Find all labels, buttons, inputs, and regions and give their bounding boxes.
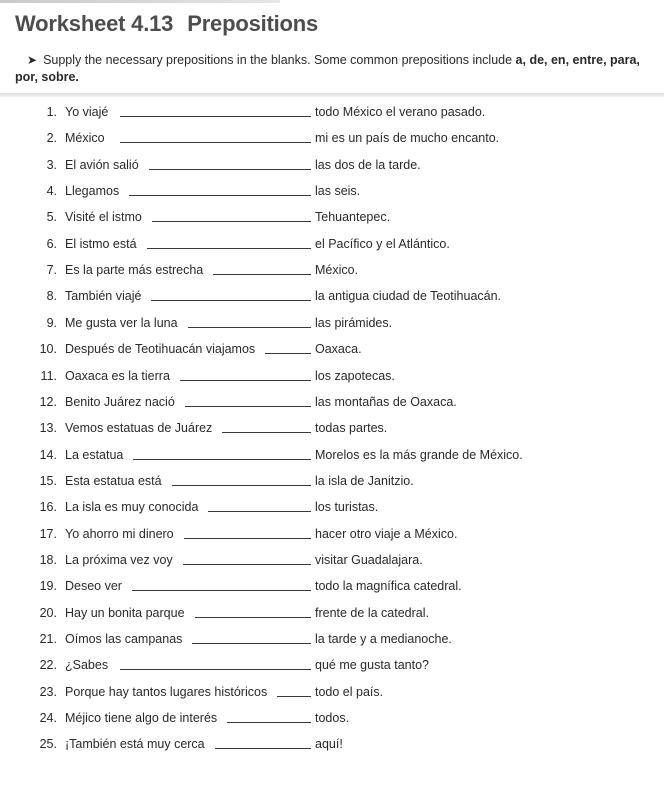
item-number: 4.	[46, 184, 57, 199]
answer-blank[interactable]	[215, 748, 311, 749]
item-number: 8.	[46, 289, 57, 304]
answer-blank[interactable]	[192, 643, 311, 644]
item-text-after: visitar Guadalajara.	[315, 552, 423, 567]
item-number: 11.	[40, 368, 57, 383]
item-text-before: Llegamos	[65, 184, 120, 199]
item-number: 3.	[46, 157, 57, 172]
worksheet-title	[15, 11, 318, 37]
item-number: 18.	[39, 552, 57, 567]
item-text-after: el Pacífico y el Atlántico.	[315, 236, 450, 251]
item-text-before: Visité el istmo	[65, 210, 142, 225]
item-text-after: todo México el verano pasado.	[315, 105, 486, 119]
answer-blank[interactable]	[129, 195, 311, 196]
exercise-item	[0, 576, 664, 596]
exercise-item	[0, 128, 664, 148]
answer-blank[interactable]	[265, 353, 311, 354]
answer-blank[interactable]	[208, 511, 311, 512]
answer-blank[interactable]	[184, 538, 311, 539]
item-text-after: aquí!	[315, 737, 343, 752]
answer-blank[interactable]	[132, 590, 311, 591]
item-number: 6.	[46, 236, 57, 251]
exercise-item	[0, 524, 664, 544]
answer-blank[interactable]	[195, 617, 311, 618]
exercise-item	[0, 207, 664, 227]
answer-blank[interactable]	[120, 142, 311, 143]
item-number: 17.	[39, 526, 57, 541]
answer-blank[interactable]	[213, 274, 311, 275]
item-text-after: las montañas de Oaxaca.	[315, 394, 457, 409]
item-text-after: las dos de la tarde.	[315, 157, 421, 172]
item-number: 14.	[39, 447, 57, 462]
exercise-item	[0, 366, 664, 386]
exercise-item	[0, 734, 664, 754]
item-number: 16.	[39, 500, 57, 515]
exercise-item	[0, 102, 664, 122]
item-number: 22.	[39, 658, 57, 673]
answer-blank[interactable]	[172, 485, 311, 486]
exercise-item	[0, 603, 664, 623]
item-number: 13.	[39, 421, 57, 436]
answer-blank[interactable]	[152, 221, 311, 222]
item-text-before: México	[65, 131, 105, 146]
answer-blank[interactable]	[180, 380, 311, 381]
exercise-item	[0, 629, 664, 649]
item-number: 19.	[39, 579, 57, 594]
item-text-before: Deseo ver	[65, 579, 122, 594]
worksheet-number: Worksheet 4.13	[15, 11, 174, 36]
worksheet-topic: Prepositions	[187, 11, 319, 36]
item-text-after: la antigua ciudad de Teotihuacán.	[315, 289, 502, 304]
item-text-before: El avión salió	[65, 157, 139, 172]
item-text-before: La isla es muy conocida	[65, 500, 199, 515]
answer-blank[interactable]	[227, 722, 311, 723]
item-text-before: Me gusta ver la luna	[65, 315, 178, 330]
item-number: 15.	[39, 473, 57, 488]
answer-blank[interactable]	[147, 248, 311, 249]
item-number: 20.	[39, 605, 57, 620]
item-text-after: los turistas.	[315, 500, 379, 515]
answer-blank[interactable]	[185, 406, 311, 407]
item-number: 25.	[39, 737, 57, 752]
exercise-item	[0, 234, 664, 254]
item-text-after: las pirámides.	[315, 315, 393, 330]
item-text-before: El istmo está	[65, 236, 137, 251]
item-text-after: todo la magnífica catedral.	[315, 579, 462, 594]
answer-blank[interactable]	[277, 696, 311, 697]
exercise-item	[0, 445, 664, 465]
exercise-item	[0, 286, 664, 306]
exercise-item	[0, 682, 664, 702]
item-text-after: la isla de Janitzio.	[315, 473, 414, 488]
exercise-item	[0, 392, 664, 412]
item-number: 23.	[39, 684, 57, 699]
item-text-after: México.	[315, 263, 359, 278]
item-text-before: Yo viajé	[65, 105, 109, 119]
exercise-item	[0, 497, 664, 517]
answer-blank[interactable]	[151, 300, 311, 301]
item-number: 10.	[39, 342, 57, 357]
answer-blank[interactable]	[188, 327, 311, 328]
item-text-before: Oaxaca es la tierra	[65, 368, 170, 383]
item-text-after: todo el país.	[315, 684, 384, 699]
item-text-after: Tehuantepec.	[315, 210, 391, 225]
item-text-before: Oímos las campanas	[65, 632, 183, 646]
exercise-item	[0, 550, 664, 570]
item-text-before: También viajé	[65, 289, 142, 304]
exercise-item	[0, 339, 664, 359]
item-text-before: Yo ahorro mi dinero	[65, 526, 174, 541]
item-text-before: Vemos estatuas de Juárez	[65, 421, 213, 436]
exercise-item	[0, 181, 664, 201]
item-text-after: todas partes.	[315, 421, 388, 436]
item-text-before: La próxima vez voy	[65, 552, 173, 567]
item-text-after: los zapotecas.	[315, 368, 395, 383]
instructions	[15, 52, 651, 86]
item-text-after: qué me gusta tanto?	[315, 658, 429, 673]
item-text-after: frente de la catedral.	[315, 605, 429, 620]
item-text-before: Porque hay tantos lugares históricos	[65, 684, 268, 699]
instruction-text: Supply the necessary prepositions in the blanks. Some common prepositions include	[43, 53, 516, 67]
item-text-before: Después de Teotihuacán viajamos	[65, 342, 256, 357]
item-text-before: Esta estatua está	[65, 473, 162, 488]
answer-blank[interactable]	[120, 669, 311, 670]
exercise-item	[0, 708, 664, 728]
item-text-after: las seis.	[315, 184, 361, 199]
answer-blank[interactable]	[120, 116, 311, 117]
section-divider	[0, 93, 664, 97]
top-decorative-rule	[0, 0, 280, 3]
item-number: 9.	[46, 315, 57, 330]
item-text-before: ¿Sabes	[65, 658, 109, 673]
answer-blank[interactable]	[183, 564, 311, 565]
exercise-item	[0, 655, 664, 675]
answer-blank[interactable]	[222, 432, 311, 433]
item-number: 1.	[46, 105, 57, 119]
item-text-before: ¡También está muy cerca	[65, 737, 205, 752]
item-text-before: Benito Juárez nació	[65, 394, 175, 409]
item-number: 5.	[46, 210, 57, 225]
item-text-before: Hay un bonita parque	[65, 605, 185, 620]
exercise-item	[0, 313, 664, 333]
arrow-bullet-icon: ➤	[27, 53, 38, 67]
item-text-after: Morelos es la más grande de México.	[315, 447, 523, 462]
item-number: 2.	[46, 131, 57, 146]
item-number: 24.	[39, 711, 57, 726]
item-text-before: Es la parte más estrecha	[65, 263, 204, 278]
exercise-item	[0, 471, 664, 491]
answer-blank[interactable]	[149, 169, 311, 170]
item-text-after: todos.	[315, 711, 350, 726]
instruction-preposition-list: a, de, en, entre, para, por, sobre.	[15, 53, 640, 84]
exercise-item	[0, 260, 664, 280]
exercise-item	[0, 418, 664, 438]
item-text-before: La estatua	[65, 447, 124, 462]
exercise-item	[0, 155, 664, 175]
item-text-after: hacer otro viaje a México.	[315, 526, 458, 541]
answer-blank[interactable]	[133, 459, 311, 460]
item-text-before: Méjico tiene algo de interés	[65, 711, 218, 726]
item-text-after: la tarde y a medianoche.	[315, 632, 452, 646]
item-number: 21.	[39, 632, 57, 646]
item-number: 7.	[46, 263, 57, 278]
item-text-after: Oaxaca.	[315, 342, 362, 357]
item-text-after: mi es un país de mucho encanto.	[315, 131, 500, 146]
item-number: 12.	[39, 394, 57, 409]
